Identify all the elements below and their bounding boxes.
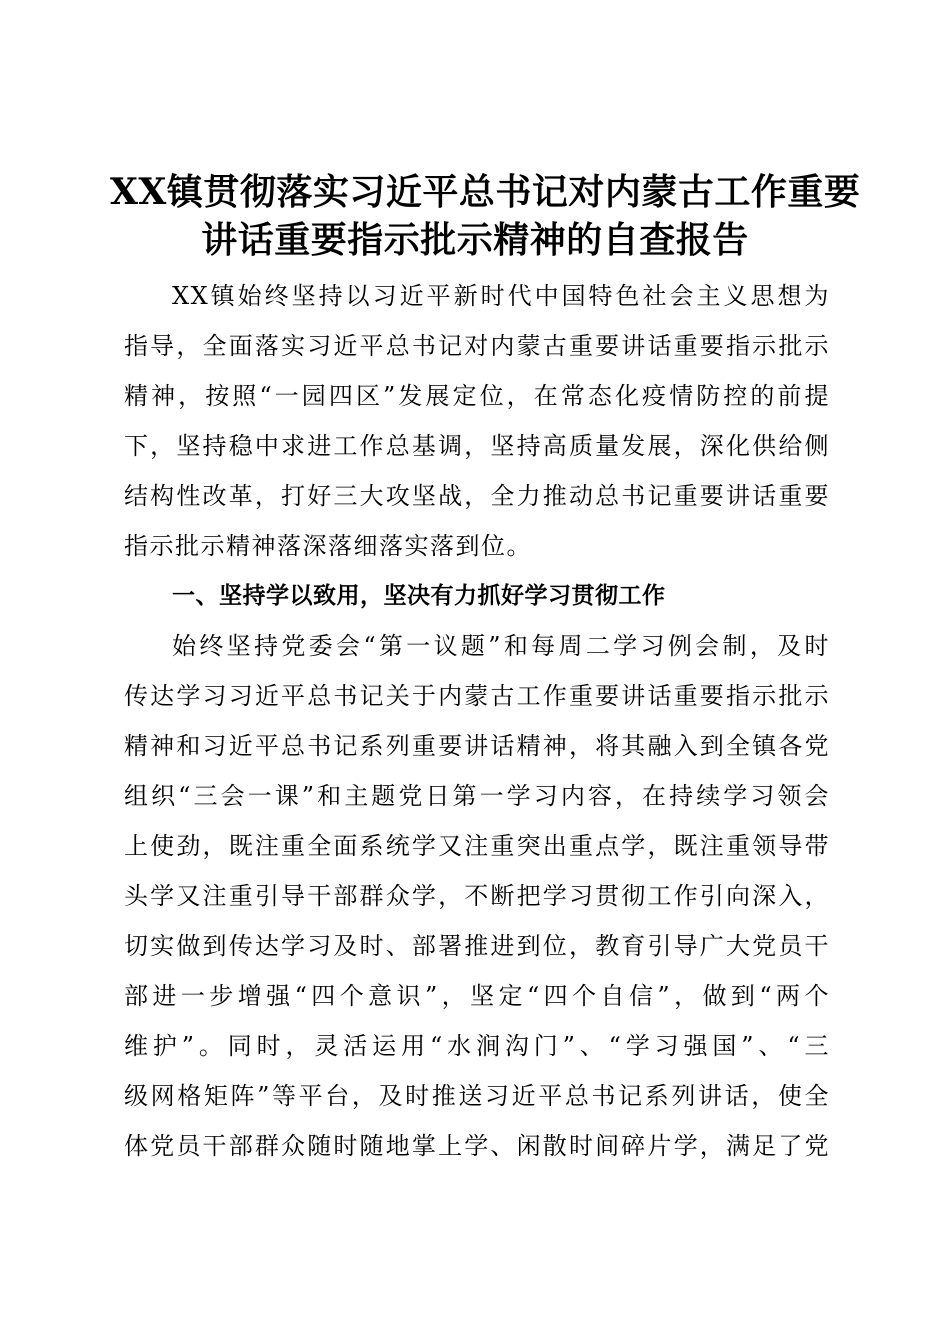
paragraph-line: 结构性改革，打好三大攻坚战，全力推动总书记重要讲话重要 bbox=[124, 482, 830, 510]
document-body bbox=[124, 271, 830, 1171]
paragraph-line: 维护”。同时，灵活运用“水涧沟门”、“学习强国”、“三 bbox=[124, 1032, 830, 1060]
paragraph-line: 始终坚持党委会“第一议题”和每周二学习例会制，及时 bbox=[172, 632, 830, 660]
paragraph-line: 组织“三会一课”和主题党日第一学习内容，在持续学习领会 bbox=[124, 782, 830, 810]
paragraph-line: 传达学习习近平总书记关于内蒙古工作重要讲话重要指示批示 bbox=[124, 682, 830, 710]
paragraph-line: 指导，全面落实习近平总书记对内蒙古重要讲话重要指示批示 bbox=[124, 332, 830, 360]
paragraph-line: 精神，按照“一园四区”发展定位，在常态化疫情防控的前提 bbox=[124, 382, 830, 410]
paragraph-line: XX镇始终坚持以习近平新时代中国特色社会主义思想为 bbox=[172, 282, 830, 310]
section-heading: 一、坚持学以致用，坚决有力抓好学习贯彻工作 bbox=[172, 583, 666, 609]
paragraph-line: 部进一步增强“四个意识”，坚定“四个自信”，做到“两个 bbox=[124, 982, 830, 1010]
paragraph-line: 切实做到传达学习及时、部署推进到位，教育引导广大党员干 bbox=[124, 932, 830, 960]
paragraph-line: 上使劲，既注重全面系统学又注重突出重点学，既注重领导带 bbox=[124, 832, 830, 860]
section-paragraph bbox=[124, 621, 830, 1171]
title-line: 讲话重要指示批示精神的自查报告 bbox=[201, 219, 749, 261]
title-line: XX镇贯彻落实习近平总书记对内蒙古工作重要 bbox=[110, 171, 861, 213]
intro-paragraph bbox=[124, 271, 830, 571]
paragraph-line: 下，坚持稳中求进工作总基调，坚持高质量发展，深化供给侧 bbox=[124, 432, 830, 460]
paragraph-line: 体党员干部群众随时随地掌上学、闲散时间碎片学，满足了党 bbox=[124, 1132, 830, 1160]
paragraph-line: 指示批示精神落深落细落实落到位。 bbox=[124, 532, 532, 560]
paragraph-line: 头学又注重引导干部群众学，不断把学习贯彻工作引向深入， bbox=[124, 882, 830, 910]
document-title bbox=[110, 168, 861, 264]
paragraph-line: 精神和习近平总书记系列重要讲话精神，将其融入到全镇各党 bbox=[124, 732, 830, 760]
paragraph-line: 级网格矩阵”等平台，及时推送习近平总书记系列讲话，使全 bbox=[124, 1082, 830, 1110]
